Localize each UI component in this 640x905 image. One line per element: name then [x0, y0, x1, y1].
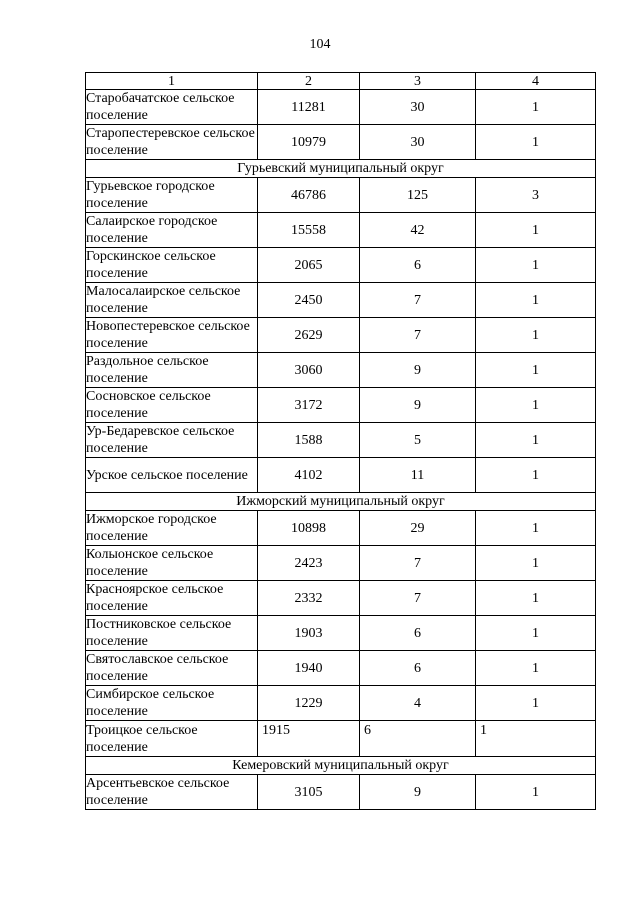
value-col-3: 7	[360, 318, 476, 353]
table-row	[86, 458, 596, 493]
settlement-name: Арсентьевское сельское поселение	[86, 775, 258, 810]
settlement-name: Гурьевское городское поселение	[86, 178, 258, 213]
value-col-2: 10979	[258, 125, 360, 160]
value-col-4: 3	[476, 178, 596, 213]
value-col-4: 1	[476, 318, 596, 353]
value-col-4: 1	[476, 721, 596, 757]
table-row	[86, 248, 596, 283]
value-col-2: 46786	[258, 178, 360, 213]
table-row	[86, 125, 596, 160]
header-col-4: 4	[476, 73, 596, 90]
value-col-2: 4102	[258, 458, 360, 493]
value-col-4: 1	[476, 511, 596, 546]
settlement-name: Салаирское городское поселение	[86, 213, 258, 248]
table-row	[86, 90, 596, 125]
table-body	[86, 73, 596, 810]
settlement-name: Горскинское сельское поселение	[86, 248, 258, 283]
value-col-2: 1903	[258, 616, 360, 651]
section-row	[86, 160, 596, 178]
table-row	[86, 775, 596, 810]
value-col-3: 125	[360, 178, 476, 213]
value-col-2: 2065	[258, 248, 360, 283]
settlement-name: Новопестеревское сельское поселение	[86, 318, 258, 353]
value-col-3: 42	[360, 213, 476, 248]
value-col-2: 1915	[258, 721, 360, 757]
value-col-4: 1	[476, 125, 596, 160]
value-col-3: 30	[360, 125, 476, 160]
value-col-4: 1	[476, 581, 596, 616]
value-col-3: 6	[360, 616, 476, 651]
header-col-2: 2	[258, 73, 360, 90]
header-col-3: 3	[360, 73, 476, 90]
value-col-2: 2332	[258, 581, 360, 616]
value-col-4: 1	[476, 651, 596, 686]
settlement-name: Красноярское сельское поселение	[86, 581, 258, 616]
table-row	[86, 213, 596, 248]
table-row	[86, 651, 596, 686]
value-col-2: 1940	[258, 651, 360, 686]
settlement-name: Урское сельское поселение	[86, 458, 258, 493]
value-col-3: 7	[360, 581, 476, 616]
section-row	[86, 493, 596, 511]
settlement-name: Сосновское сельское поселение	[86, 388, 258, 423]
value-col-4: 1	[476, 353, 596, 388]
table-row	[86, 178, 596, 213]
value-col-4: 1	[476, 388, 596, 423]
value-col-2: 1588	[258, 423, 360, 458]
section-title: Ижморский муниципальный округ	[86, 493, 596, 511]
value-col-2: 2423	[258, 546, 360, 581]
table-row	[86, 283, 596, 318]
value-col-2: 10898	[258, 511, 360, 546]
table-row	[86, 318, 596, 353]
value-col-3: 11	[360, 458, 476, 493]
section-title: Гурьевский муниципальный округ	[86, 160, 596, 178]
value-col-2: 3105	[258, 775, 360, 810]
value-col-4: 1	[476, 213, 596, 248]
value-col-4: 1	[476, 423, 596, 458]
section-title: Кемеровский муниципальный округ	[86, 757, 596, 775]
settlement-name: Святославское сельское поселение	[86, 651, 258, 686]
value-col-3: 7	[360, 283, 476, 318]
table-row	[86, 546, 596, 581]
value-col-3: 7	[360, 546, 476, 581]
value-col-2: 1229	[258, 686, 360, 721]
data-table	[85, 72, 596, 810]
value-col-3: 4	[360, 686, 476, 721]
value-col-3: 9	[360, 388, 476, 423]
table-row	[86, 423, 596, 458]
value-col-2: 2629	[258, 318, 360, 353]
settlement-name: Ижморское городское поселение	[86, 511, 258, 546]
settlement-name: Малосалаирское сельское поселение	[86, 283, 258, 318]
value-col-4: 1	[476, 616, 596, 651]
table-row	[86, 353, 596, 388]
settlement-name: Старобачатское сельское поселение	[86, 90, 258, 125]
value-col-3: 30	[360, 90, 476, 125]
settlement-name: Раздольное сельское поселение	[86, 353, 258, 388]
value-col-4: 1	[476, 458, 596, 493]
value-col-3: 5	[360, 423, 476, 458]
value-col-4: 1	[476, 775, 596, 810]
value-col-4: 1	[476, 248, 596, 283]
value-col-4: 1	[476, 283, 596, 318]
settlement-name: Колыонское сельское поселение	[86, 546, 258, 581]
table-row	[86, 721, 596, 757]
settlement-name: Троицкое сельское поселение	[86, 721, 258, 757]
value-col-4: 1	[476, 686, 596, 721]
page-number: 104	[309, 37, 331, 52]
table-row	[86, 511, 596, 546]
table-header-row	[86, 73, 596, 90]
settlement-name: Симбирское сельское поселение	[86, 686, 258, 721]
settlement-name: Постниковское сельское поселение	[86, 616, 258, 651]
value-col-2: 3060	[258, 353, 360, 388]
section-row	[86, 757, 596, 775]
value-col-3: 9	[360, 353, 476, 388]
value-col-4: 1	[476, 90, 596, 125]
table-row	[86, 616, 596, 651]
table-row	[86, 388, 596, 423]
value-col-4: 1	[476, 546, 596, 581]
value-col-3: 6	[360, 651, 476, 686]
settlement-name: Старопестеревское сельское поселение	[86, 125, 258, 160]
value-col-3: 9	[360, 775, 476, 810]
value-col-3: 6	[360, 248, 476, 283]
table-row	[86, 686, 596, 721]
settlement-name: Ур-Бедаревское сельское поселение	[86, 423, 258, 458]
value-col-2: 3172	[258, 388, 360, 423]
value-col-2: 11281	[258, 90, 360, 125]
value-col-3: 29	[360, 511, 476, 546]
value-col-2: 2450	[258, 283, 360, 318]
value-col-2: 15558	[258, 213, 360, 248]
table-row	[86, 581, 596, 616]
value-col-3: 6	[360, 721, 476, 757]
header-col-1: 1	[86, 73, 258, 90]
